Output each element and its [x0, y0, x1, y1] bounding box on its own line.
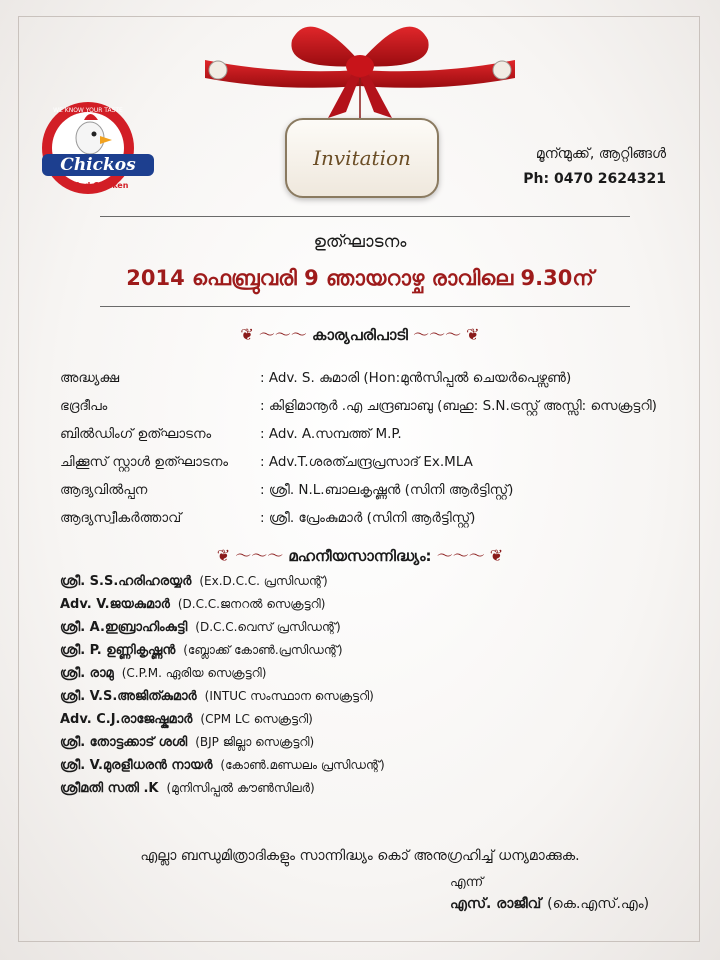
program-row	[60, 420, 680, 448]
guest-role: (ബ്ലോക്ക് കോൺ.പ്രസിഡന്റ്)	[183, 643, 343, 657]
guest-name: ശ്രീ. S.S.ഹരിഹരയ്യർ	[60, 574, 192, 589]
guest-role: (INTUC സംസ്ഥാന സെക്രട്ടറി)	[204, 689, 374, 703]
guest-name: ശ്രീ. തോട്ടക്കാട് ശശി	[60, 735, 188, 750]
program-label: ആദ്യവിൽപ്പന	[60, 482, 148, 498]
closing-note: എല്ലാ ബന്ധുമിത്രാദികളും സാന്നിദ്ധ്യം കൊ് അനുഗ്രഹിച്ച് ധന്യമാക്കുക.	[140, 848, 580, 864]
ornament-left-icon: ❦ ～～～	[240, 325, 313, 344]
guest-item	[60, 777, 680, 800]
program-row	[60, 504, 680, 532]
program-value: : കിളിമാനൂർ .എ ചന്ദ്രബാബു (ബഹു: S.N.ട്രസ്റ്റ് അസ്സി: സെക്രട്ടറി)	[260, 398, 657, 414]
program-heading	[0, 322, 720, 345]
program-value: : Adv.T.ശരത്ചന്ദ്രപ്രസാദ് Ex.MLA	[260, 454, 473, 470]
invitation-tag	[285, 118, 439, 198]
program-value: : ശ്രീ. N.L.ബാലകൃഷ്ണൻ (സിനി ആർട്ടിസ്റ്റ്)	[260, 482, 514, 498]
guest-item	[60, 754, 680, 777]
guest-item	[60, 616, 680, 639]
program-label: ബിൽഡിംഗ് ഉത്ഘാടനം	[60, 426, 212, 442]
contact-place: മൂന്ന്മുക്ക്, ആറ്റിങ്ങൾ	[535, 146, 666, 162]
guest-name: ശ്രീ. P. ഉണ്ണികൃഷ്ണൻ	[60, 643, 176, 658]
program-value: : Adv. A.സമ്പത്ത് M.P.	[260, 426, 402, 442]
guest-item	[60, 731, 680, 754]
guest-list	[60, 570, 680, 800]
guest-role: (മുനിസിപ്പൽ കൗൺസിലർ)	[166, 781, 315, 795]
presence-heading-text: മഹനീയസാന്നിദ്ധ്യം:	[288, 547, 432, 565]
ennu-text: എന്ന്	[450, 875, 484, 890]
invitation-tag-text: Invitation	[313, 146, 411, 170]
program-label: ചിക്കൂസ് സ്റ്റാൾ ഉത്ഘാടനം	[60, 454, 229, 470]
chickos-logo	[38, 98, 158, 198]
program-label: അദ്ധ്യക്ഷ	[60, 370, 120, 386]
logo-ring-text: WE KNOW YOUR TASTE	[53, 107, 123, 114]
guest-name: Adv. C.J.രാജേഷ്കുമാർ	[60, 712, 193, 727]
logo-tagline: Fried Chicken	[67, 181, 129, 190]
divider-top	[100, 216, 630, 217]
guest-role: (CPM LC സെക്രട്ടറി)	[200, 712, 313, 726]
program-row	[60, 448, 680, 476]
guest-name: ശ്രീ. രാമു	[60, 666, 114, 681]
program-label: ആദ്യസ്വീകർത്താവ്	[60, 510, 182, 526]
guest-role: (Ex.D.C.C. പ്രസിഡന്റ്)	[199, 574, 328, 588]
guest-role: (C.P.M. ഏരിയ സെക്രട്ടറി)	[121, 666, 267, 680]
guest-role: (D.C.C.വെസ് പ്രസിഡന്റ്)	[195, 620, 341, 634]
program-value: : ശ്രീ. പ്രേംകുമാർ (സിനി ആർട്ടിസ്റ്റ്)	[260, 510, 476, 526]
program-label: ഭദ്രദീപം	[60, 398, 108, 414]
guest-name: ശ്രീമതി സതി .K	[60, 781, 159, 796]
signature-title: (കെ.എസ്.എം)	[547, 896, 650, 912]
guest-name: Adv. V.ജയകുമാർ	[60, 597, 170, 612]
program-row	[60, 364, 680, 392]
ornament-right-icon: ～～～ ❦	[436, 546, 504, 565]
inauguration-date: 2014 ഫെബ്രുവരി 9 ഞായറാഴ്ച രാവിലെ 9.30ന്	[126, 266, 594, 290]
signature-name: എസ്. രാജീവ്	[450, 896, 542, 912]
divider-mid	[100, 306, 630, 307]
guest-item	[60, 662, 680, 685]
guest-item	[60, 685, 680, 708]
presence-heading	[0, 543, 720, 566]
guest-name: ശ്രീ. V.S.അജിത്കുമാർ	[60, 689, 197, 704]
ribbon-bow-icon	[200, 0, 520, 120]
ornament-right-icon: ～～～ ❦	[413, 325, 480, 344]
program-list	[60, 364, 680, 532]
guest-role: (കോൺ.മണ്ഡലം പ്രസിഡന്റ്)	[220, 758, 385, 772]
guest-item	[60, 639, 680, 662]
inauguration-heading: ഉത്ഘാടനം	[313, 232, 407, 252]
guest-role: (D.C.C.ജനറൽ സെക്രട്ടറി)	[177, 597, 326, 611]
ornament-left-icon: ❦ ～～～	[216, 546, 289, 565]
guest-name: ശ്രീ. A.ഇബ്രാഹിംകുട്ടി	[60, 620, 188, 635]
guest-item	[60, 570, 680, 593]
program-row	[60, 476, 680, 504]
program-row	[60, 392, 680, 420]
program-value: : Adv. S. കുമാരി (Hon:മുൻസിപ്പൽ ചെയർപെഴ്സൺ)	[260, 370, 572, 386]
guest-item	[60, 593, 680, 616]
contact-block	[523, 142, 666, 192]
guest-role: (BJP ജില്ലാ സെക്രട്ടറി)	[195, 735, 315, 749]
program-heading-text: കാര്യപരിപാടി	[312, 326, 408, 344]
guest-item	[60, 708, 680, 731]
contact-phone: Ph: 0470 2624321	[523, 171, 666, 187]
guest-name: ശ്രീ. V.മുരളീധരൻ നായർ	[60, 758, 213, 773]
logo-name: Chickos	[60, 155, 136, 175]
signature	[450, 896, 649, 912]
